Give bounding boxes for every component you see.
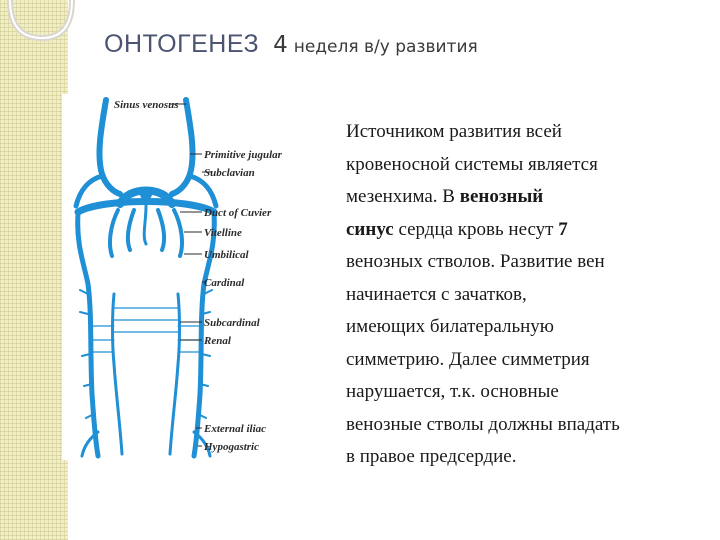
slide-title: [104, 30, 478, 70]
label-renal: Renal: [204, 335, 231, 347]
label-vitelline: Vitelline: [204, 227, 242, 239]
text-line: венозные стволы должны впадать: [346, 413, 620, 435]
vitelline-left: [110, 210, 118, 256]
left-subcardinal: [113, 294, 123, 454]
venous-system-diagram: [62, 94, 326, 460]
left-cardinal-vein: [78, 214, 98, 456]
text-line: в правое предсердие.: [346, 446, 517, 467]
title-subtitle: неделя в/у развития: [293, 37, 478, 57]
left-subclavian: [76, 176, 102, 206]
text-line: [346, 214, 698, 247]
text-line: [346, 181, 698, 214]
decorative-ring: [6, 0, 76, 44]
right-subcardinal: [170, 294, 180, 454]
text-line: имеющих билатеральную: [346, 316, 554, 337]
text-bold-segment: венозный: [459, 186, 544, 207]
title-week-number: 4: [273, 32, 288, 58]
label-external-iliac: External iliac: [204, 423, 267, 435]
text-line: кровеносной системы является: [346, 153, 598, 175]
label-sinus-venosus: Sinus venosus: [114, 99, 179, 111]
description-text: [346, 116, 698, 474]
decorative-side-strip: [0, 0, 68, 540]
left-jugular-vein: [99, 100, 120, 194]
text-line: нарушается, т.к. основные: [346, 381, 559, 402]
vitelline-right: [174, 210, 182, 256]
title-main: ОНТОГЕНЕЗ: [104, 30, 260, 58]
label-umbilical: Umbilical: [204, 249, 249, 261]
right-jugular-vein: [172, 100, 193, 194]
label-subcardinal: Subcardinal: [204, 317, 260, 329]
text-line: начинается с зачатков,: [346, 283, 527, 305]
text-line: венозных стволов. Развитие вен: [346, 251, 605, 272]
vitelline-mid-left: [128, 210, 134, 250]
label-primitive-jugular: Primitive jugular: [204, 149, 282, 161]
label-cardinal: Cardinal: [204, 277, 245, 289]
text-bold-segment: 7: [558, 218, 568, 240]
text-line: Источником развития всей: [346, 121, 562, 142]
label-subclavian: Subclavian: [204, 167, 255, 179]
text-segment: мезенхима. В: [346, 186, 460, 207]
text-segment: сердца кровь несут: [393, 218, 559, 240]
label-duct-of-cuvier: Duct of Cuvier: [204, 207, 272, 219]
vitelline-center: [144, 206, 146, 244]
label-hypogastric: Hypogastric: [204, 441, 259, 453]
text-line: симметрию. Далее симметрия: [346, 348, 590, 370]
vitelline-mid-right: [158, 210, 164, 250]
text-bold-segment: синус: [346, 218, 394, 240]
right-subclavian: [190, 176, 216, 206]
